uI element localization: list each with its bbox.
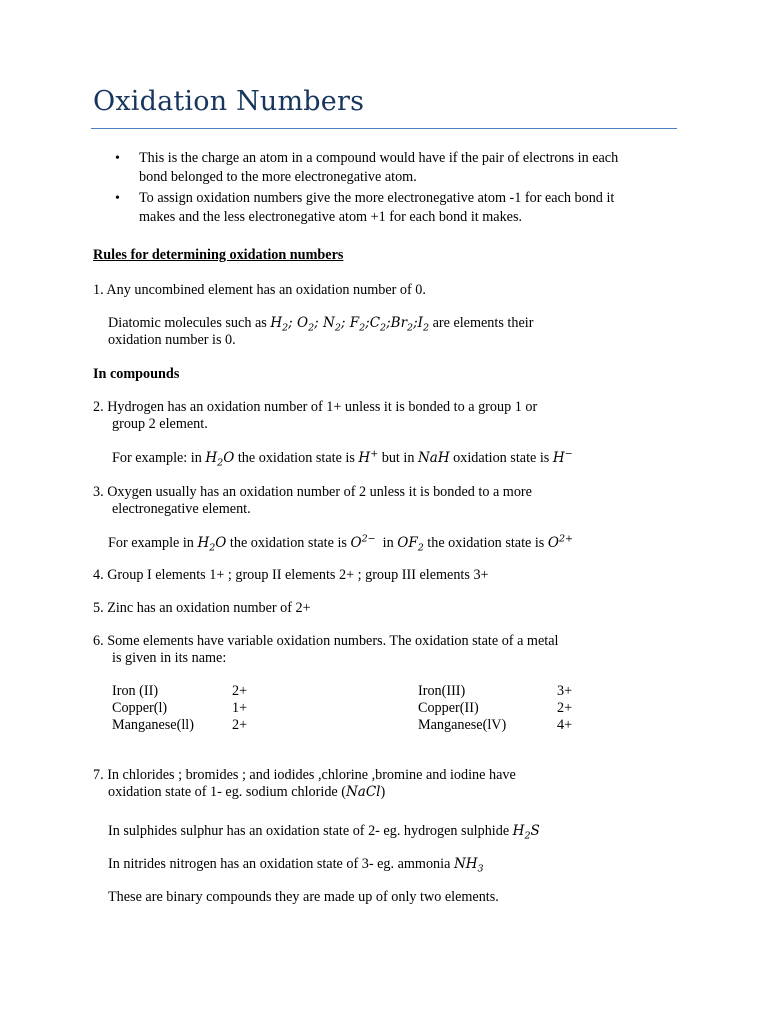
rule-5: 5. Zinc has an oxidation number of 2+ — [93, 600, 311, 616]
page-title: Oxidation Numbers — [93, 86, 365, 117]
rule-2-example: For example: in $H_2O$ the oxidation state is H+ but in NaH oxidation state is H− — [112, 448, 573, 469]
table-right-name-2: Copper(II) — [418, 700, 479, 716]
bullet-2-line-2: makes and the less electronegative atom +1 for each bond it makes. — [139, 209, 523, 225]
table-left-value-2: 1+ — [232, 700, 248, 716]
table-right-value-1: 3+ — [557, 683, 573, 699]
table-left-name-2: Copper(l) — [112, 700, 168, 716]
rule-3-example: For example in $H_2O$ the oxidation state is $O^{2-}$ in $OF_2$ the oxidation state is $O^{2+}$ — [108, 533, 573, 554]
sulphides-line: In sulphides sulphur has an oxidation state of 2- eg. hydrogen sulphide $H_2S$ — [108, 823, 540, 842]
binary-compounds-line: These are binary compounds they are made up of only two elements. — [108, 889, 499, 905]
rule-6-line-1: 6. Some elements have variable oxidation numbers. The oxidation state of a metal — [93, 633, 559, 649]
table-left-value-1: 2+ — [232, 683, 248, 699]
in-compounds-heading: In compounds — [93, 366, 180, 382]
rule-3-line-2: electronegative element. — [112, 501, 251, 517]
table-right-name-3: Manganese(lV) — [418, 717, 507, 733]
title-underline — [91, 128, 677, 129]
nitrides-line: In nitrides nitrogen has an oxidation state of 3- eg. ammonia $NH_3$ — [108, 856, 484, 875]
rule-6-line-2: is given in its name: — [112, 650, 227, 666]
rule-1: 1. Any uncombined element has an oxidation number of 0. — [93, 282, 426, 298]
table-left-name-3: Manganese(ll) — [112, 717, 194, 733]
bullet-1-line-2: bond belonged to the more electronegative atom. — [139, 169, 417, 185]
rules-heading: Rules for determining oxidation numbers — [93, 247, 344, 263]
rule-7-line-1: 7. In chlorides ; bromides ; and iodides ,chlorine ,bromine and iodine have — [93, 767, 516, 783]
table-left-value-3: 2+ — [232, 717, 248, 733]
bullet-dot-1: • — [115, 151, 120, 166]
rule-3-line-1: 3. Oxygen usually has an oxidation number of 2 unless it is bonded to a more — [93, 484, 532, 500]
diatomic-line-1: Diatomic molecules such as $H_2$; $O_2$; $N_2$; $F_2;C_2;Br_2;I_2$ are elements their — [108, 315, 534, 334]
rule-2-line-1: 2. Hydrogen has an oxidation number of 1+ unless it is bonded to a group 1 or — [93, 399, 538, 415]
diatomic-formula: $H_2$; $O_2$; $N_2$; $F_2;C_2;Br_2;I_2$ — [270, 315, 430, 334]
rule-4: 4. Group I elements 1+ ; group II elements 2+ ; group III elements 3+ — [93, 567, 489, 583]
table-right-value-3: 4+ — [557, 717, 573, 733]
bullet-1-line-1: This is the charge an atom in a compound would have if the pair of electrons in each — [139, 150, 619, 166]
rule-7-line-2: oxidation state of 1- eg. sodium chloride (NaCl) — [108, 784, 386, 800]
table-left-name-1: Iron (II) — [112, 683, 159, 699]
diatomic-line-2: oxidation number is 0. — [108, 332, 236, 348]
table-right-name-1: Iron(III) — [418, 683, 466, 699]
rule-2-line-2: group 2 element. — [112, 416, 208, 432]
bullet-dot-2: • — [115, 191, 120, 206]
bullet-2-line-1: To assign oxidation numbers give the more electronegative atom -1 for each bond it — [139, 190, 615, 206]
table-right-value-2: 2+ — [557, 700, 573, 716]
